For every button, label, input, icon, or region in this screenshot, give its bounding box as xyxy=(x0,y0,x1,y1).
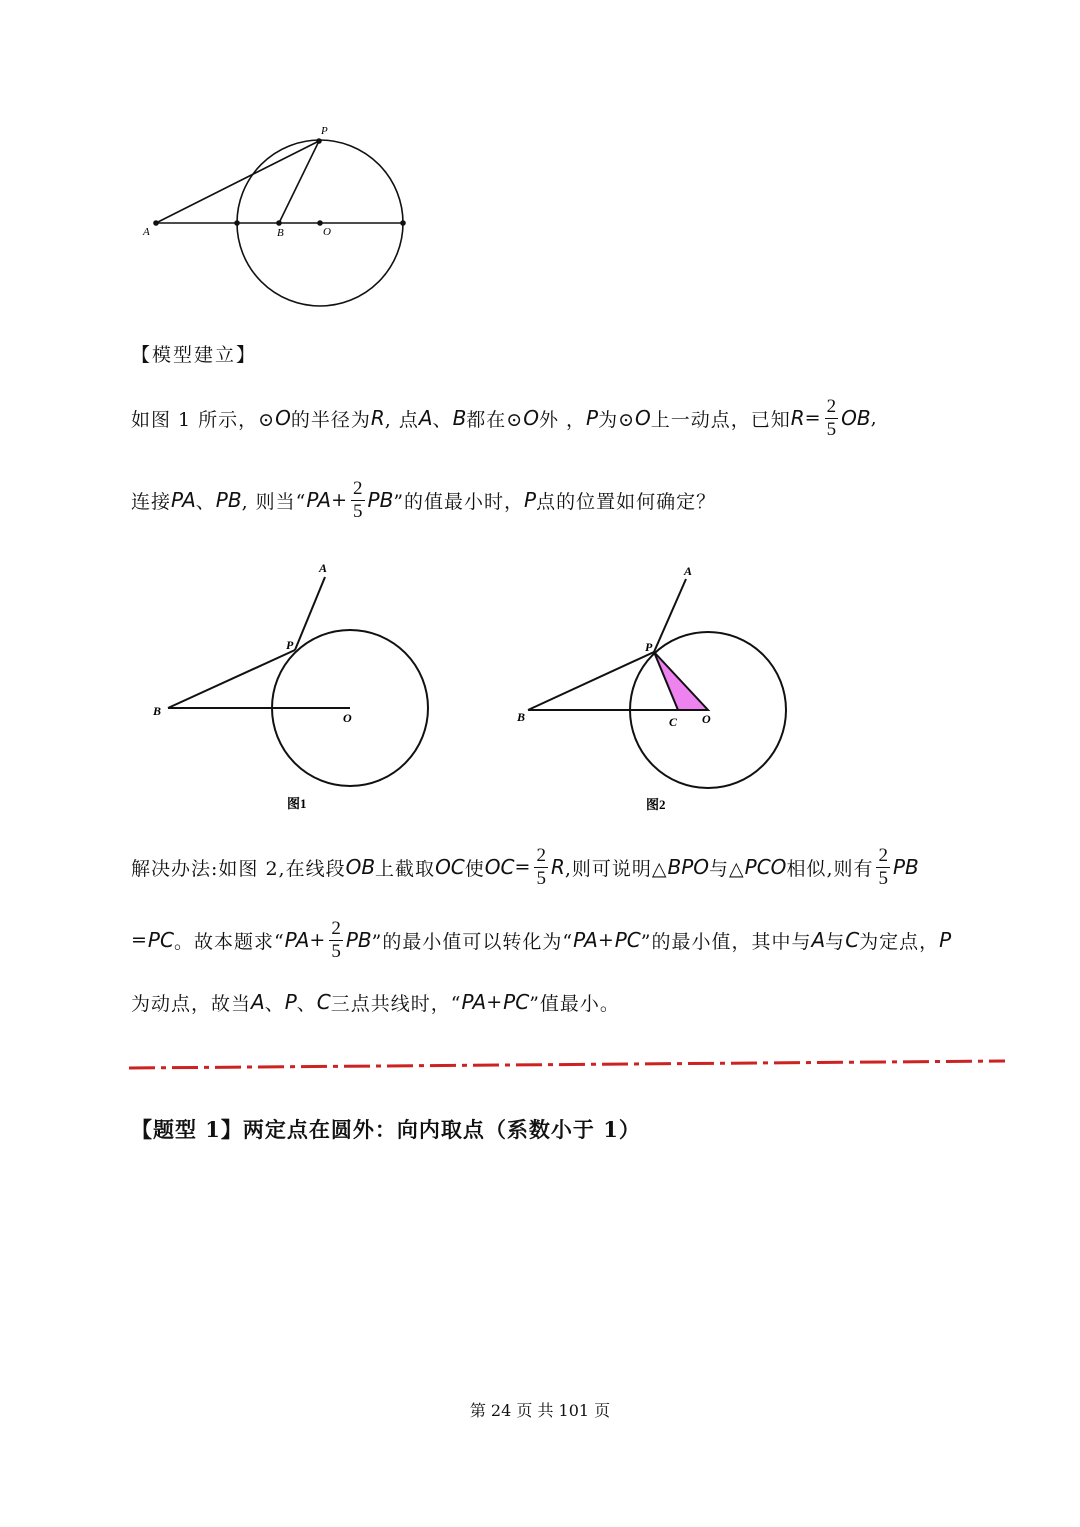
equals-sign: = xyxy=(131,929,148,951)
problem-line-2 xyxy=(131,476,716,524)
top-point-o xyxy=(317,220,323,226)
math-c: C xyxy=(845,928,860,952)
text: ”的值最小时， xyxy=(393,490,525,513)
section-model-title: 【模型建立】 xyxy=(131,344,258,366)
math-pa: PA xyxy=(171,488,196,512)
fraction-numerator: 2 xyxy=(878,844,888,866)
math-ob: OB xyxy=(345,855,376,879)
math-bpo: BPO xyxy=(667,855,710,879)
math-r: R xyxy=(790,406,805,430)
math-p: P xyxy=(524,488,537,512)
math-b: B xyxy=(452,406,467,430)
math-pb: PB xyxy=(345,928,372,952)
math-pb: PB xyxy=(215,488,242,512)
math-p: P xyxy=(586,406,599,430)
text: 的半径为 xyxy=(290,408,371,431)
fraction-two-fifths xyxy=(825,396,839,441)
fraction-numerator: 2 xyxy=(353,477,363,499)
top-point-p xyxy=(316,138,322,144)
equals-sign: = xyxy=(804,407,822,429)
top-point-right-intersect xyxy=(400,220,406,226)
plus-sign: + xyxy=(486,991,504,1013)
fig1-caption: 图1 xyxy=(287,796,307,811)
solution-line-1 xyxy=(131,843,919,891)
fig1-label-p: P xyxy=(286,638,294,652)
math-oc: OC xyxy=(484,855,515,879)
fig2-triangle-pco xyxy=(654,652,708,710)
figure-1 xyxy=(145,555,445,820)
text: 三点共线时，“ xyxy=(330,992,462,1015)
fig1-line-pa xyxy=(295,577,325,650)
text: ”的最小值可以转化为“ xyxy=(371,930,574,953)
text: 、 xyxy=(296,992,317,1015)
text: 、 xyxy=(195,490,216,513)
math-r: R xyxy=(370,406,385,430)
fig1-label-a: A xyxy=(319,561,328,575)
plus-sign: + xyxy=(597,929,615,951)
solution-line-3 xyxy=(131,980,620,1024)
text: 连接 xyxy=(131,490,172,513)
figure-2 xyxy=(505,555,805,820)
fig1-label-b: B xyxy=(153,704,162,718)
fig2-label-o: O xyxy=(702,712,711,726)
math-ob: OB xyxy=(841,406,871,430)
top-point-left-intersect xyxy=(234,220,240,226)
math-pa: PA xyxy=(461,990,487,1014)
math-pc: PC xyxy=(147,928,174,952)
text: 为动点，故当 xyxy=(131,992,252,1015)
fraction-numerator: 2 xyxy=(536,844,546,866)
math-r: R xyxy=(550,855,565,879)
text: 外 ， xyxy=(538,408,587,431)
fraction-two-fifths xyxy=(876,845,890,890)
fig2-label-c: C xyxy=(669,715,678,729)
text: 点的位置如何确定？ xyxy=(536,490,717,513)
text: ”的最小值，其中与 xyxy=(640,930,812,953)
top-diagram xyxy=(130,115,430,315)
text: 为定点， xyxy=(859,930,940,953)
top-point-a xyxy=(153,220,159,226)
text: , 点 xyxy=(384,408,419,431)
solution-line-2 xyxy=(131,916,951,964)
fig1-label-o: O xyxy=(343,711,352,725)
math-oc: OC xyxy=(435,855,465,879)
equals-sign: = xyxy=(514,856,532,878)
math-pa: PA xyxy=(573,928,598,952)
fraction-denominator: 5 xyxy=(878,867,888,889)
fraction-two-fifths xyxy=(534,845,548,890)
fraction-denominator: 5 xyxy=(536,867,546,889)
math-pco: PCO xyxy=(744,855,787,879)
math-pb: PB xyxy=(892,855,919,879)
text: 上截取 xyxy=(375,857,436,880)
math-pc: PC xyxy=(614,928,641,952)
math-p: P xyxy=(284,990,297,1014)
text: , 则当“ xyxy=(241,490,307,513)
text: 上一动点，已知 xyxy=(650,408,791,431)
fig2-label-a: A xyxy=(684,564,693,578)
top-label-a: A xyxy=(143,226,150,238)
section-type-1-title: 【题型 1】两定点在圆外：向内取点（系数小于 1） xyxy=(131,1117,641,1142)
text: 、 xyxy=(264,992,285,1015)
fig1-line-bp xyxy=(168,650,295,708)
text: ,则可说明△ xyxy=(564,857,668,880)
math-pa: PA xyxy=(306,488,332,512)
text: 解决办法:如图 2,在线段 xyxy=(131,857,346,880)
text: 与 xyxy=(825,930,846,953)
divider-line xyxy=(129,1061,1005,1068)
text: , xyxy=(870,407,878,429)
text: ”值最小。 xyxy=(529,992,620,1015)
text: 相似,则有 xyxy=(786,857,874,880)
fig2-label-p: P xyxy=(645,640,653,654)
top-line-bp xyxy=(279,141,319,223)
fig2-caption: 图2 xyxy=(646,797,666,812)
math-pb: PB xyxy=(367,488,394,512)
math-c: C xyxy=(316,990,331,1014)
text: 使 xyxy=(464,857,485,880)
math-o: O xyxy=(523,406,539,430)
fraction-numerator: 2 xyxy=(331,917,341,939)
top-label-p: P xyxy=(321,125,328,137)
math-pc: PC xyxy=(503,990,530,1014)
text: 、 xyxy=(432,408,453,431)
text: 都在⊙ xyxy=(466,408,524,431)
text: 。故本题求“ xyxy=(173,930,285,953)
text: 为⊙ xyxy=(598,408,635,431)
fraction-two-fifths xyxy=(351,478,365,523)
fraction-denominator: 5 xyxy=(353,500,363,522)
problem-line-1 xyxy=(131,394,878,442)
math-a: A xyxy=(811,928,826,952)
math-o: O xyxy=(275,406,291,430)
math-a: A xyxy=(251,990,265,1014)
math-o: O xyxy=(635,406,651,430)
fraction-denominator: 5 xyxy=(826,418,837,440)
text: 如图 1 所示，⊙ xyxy=(131,408,276,431)
top-label-o: O xyxy=(323,226,331,238)
plus-sign: + xyxy=(309,929,327,951)
text: 与△ xyxy=(709,857,745,880)
top-point-b xyxy=(276,220,282,226)
fraction-numerator: 2 xyxy=(826,395,837,417)
math-p: P xyxy=(939,928,952,952)
fraction-two-fifths xyxy=(329,918,343,963)
fig2-label-b: B xyxy=(517,710,526,724)
section-divider xyxy=(125,1055,1010,1075)
fraction-denominator: 5 xyxy=(331,940,341,962)
plus-sign: + xyxy=(331,489,349,511)
page-footer: 第 24 页 共 101 页 xyxy=(469,1401,611,1420)
top-label-b: B xyxy=(277,227,284,239)
math-a: A xyxy=(418,406,433,430)
math-pa: PA xyxy=(284,928,310,952)
